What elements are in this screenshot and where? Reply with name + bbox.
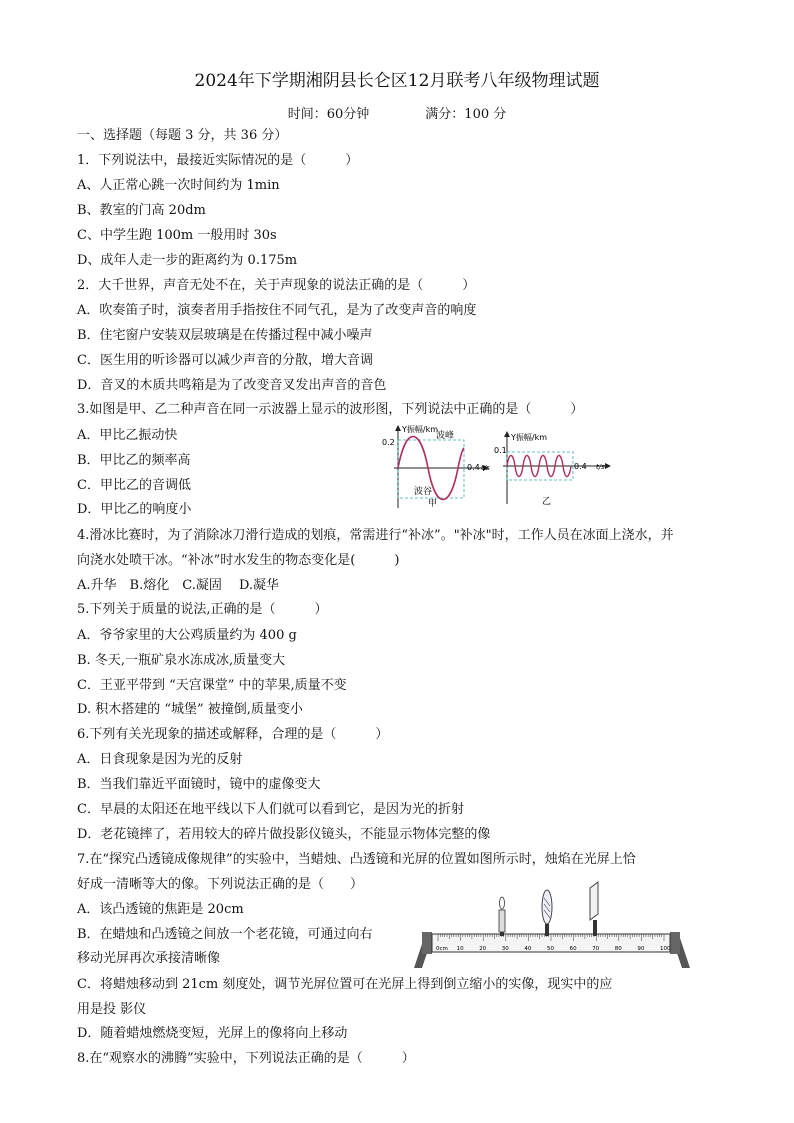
question-option: A、人正常心跳一次时间约为 1min bbox=[77, 178, 280, 193]
question-stem: 3.如图是甲、乙二种声音在同一示波器上显示的波形图，下列说法中正确的是（ ） bbox=[77, 402, 584, 417]
question-option: B．在蜡烛和凸透镜之间放一个老花镜，可通过向右 bbox=[77, 927, 373, 942]
question-stem: 6.下列有关光现象的描述或解释，合理的是（ ） bbox=[77, 727, 389, 742]
question-option: B、教室的门高 20dm bbox=[77, 203, 206, 218]
exam-time: 时间：60分钟 bbox=[287, 107, 370, 122]
question-option: A．日食现象是因为光的反射 bbox=[77, 752, 243, 767]
question-stem-cont: 好成一清晰等大的像。下列说法正确的是（ ） bbox=[77, 877, 364, 892]
jia-y-axis-label: Y振幅/km bbox=[402, 425, 439, 434]
ruler-label: 70 bbox=[592, 946, 600, 952]
question-option: B．甲比乙的频率高 bbox=[77, 453, 191, 468]
ruler-label: 50 bbox=[547, 946, 554, 952]
question-option: D．甲比乙的响度小 bbox=[77, 502, 192, 517]
page-title: 2024年下学期湘阴县长仑区12月联考八年级物理试题 bbox=[194, 71, 600, 91]
ruler-label: 20 bbox=[479, 946, 487, 952]
question-option: C．甲比乙的音调低 bbox=[77, 478, 191, 493]
question-option-cont: 用是投 影仪 bbox=[77, 1002, 147, 1017]
question-option: B．住宅窗户安装双层玻璃是在传播过程中减小噪声 bbox=[77, 328, 373, 343]
question-option: D．老花镜摔了，若用较大的碎片做投影仪镜头，不能显示物体完整的像 bbox=[77, 827, 491, 842]
optical-bench-figure bbox=[414, 880, 694, 972]
question-option: D．随着蜡烛燃烧变短，光屏上的像将向上移动 bbox=[77, 1026, 348, 1041]
question-option: B. 冬天,一瓶矿泉水冻成冰,质量变大 bbox=[77, 653, 286, 668]
question-option: D、成年人走一步的距离约为 0.175m bbox=[77, 253, 298, 268]
question-stem: 8.在“观察水的沸腾”实验中，下列说法正确的是（ ） bbox=[77, 1051, 415, 1066]
yi-caption: 乙 bbox=[542, 497, 552, 507]
convex-lens bbox=[542, 890, 552, 936]
ruler-label: 80 bbox=[614, 946, 622, 952]
question-option: C．将蜡烛移动到 21cm 刻度处，调节光屏位置可在光屏上得到倒立缩小的实像，现实中的应 bbox=[77, 977, 613, 992]
ruler-label: 10 bbox=[456, 946, 464, 952]
jia-trough-label: 波谷 bbox=[414, 487, 433, 497]
question-option: C．早晨的太阳还在地平线以下人们就可以看到它，是因为光的折射 bbox=[77, 802, 464, 817]
question-stem-cont: 向浇水处喷干冰。“补冰”时水发生的物态变化是( ) bbox=[77, 553, 400, 568]
question-option-cont: 移动光屏再次承接清晰像 bbox=[77, 951, 221, 966]
ruler-label: 60 bbox=[569, 946, 577, 952]
section-heading: 一、选择题（每题 3 分，共 36 分） bbox=[77, 128, 288, 143]
jia-peak-label: 波峰 bbox=[436, 431, 455, 441]
question-option: B．当我们靠近平面镜时，镜中的虚像变大 bbox=[77, 777, 321, 792]
yi-x-tick: 0.4 bbox=[574, 462, 587, 471]
ruler-label: 90 bbox=[637, 946, 645, 952]
question-option: C．医生用的听诊器可以减少声音的分散，增大音调 bbox=[77, 353, 373, 368]
jia-y-tick: 0.2 bbox=[382, 438, 395, 447]
waveform-jia bbox=[382, 424, 490, 509]
question-option: A．吹奏笛子时，演奏者用手指按住不同气孔，是为了改变声音的响度 bbox=[77, 303, 477, 318]
jia-caption: 甲 bbox=[428, 499, 438, 509]
question-option: A．甲比乙振动快 bbox=[77, 428, 178, 443]
question-stem: 5.下列关于质量的说法,正确的是（ ） bbox=[77, 602, 328, 617]
yi-x-axis-label: t/s bbox=[596, 463, 605, 471]
ruler-label: 30 bbox=[501, 946, 509, 952]
exam-info bbox=[0, 103, 794, 122]
question-option: A．该凸透镜的焦距是 20cm bbox=[77, 902, 244, 917]
ruler-label: 40 bbox=[524, 946, 532, 952]
question-option: A.升华 B.熔化 C.凝固 D.凝华 bbox=[77, 578, 280, 593]
question-stem: 1．下列说法中，最接近实际情况的是（ ） bbox=[77, 153, 359, 168]
jia-x-tick: 0.4 bbox=[467, 463, 480, 472]
jia-x-axis-label: t/s bbox=[481, 464, 490, 472]
waveform-figure bbox=[370, 420, 620, 520]
question-option: C、中学生跑 100m 一般用时 30s bbox=[77, 228, 277, 243]
ruler-label: 100 bbox=[660, 946, 671, 952]
question-stem: 2．大千世界，声音无处不在，关于声现象的说法正确的是（ ） bbox=[77, 278, 476, 293]
question-option: C．王亚平带到 “天宫课堂” 中的苹果,质量不变 bbox=[77, 678, 347, 693]
exam-full-marks: 满分：100 分 bbox=[425, 107, 507, 122]
candle bbox=[499, 897, 505, 936]
question-option: D．音叉的木质共鸣箱是为了改变音叉发出声音的音色 bbox=[77, 378, 387, 393]
question-stem: 7.在“探究凸透镜成像规律”的实验中，当蜡烛、凸透镜和光屏的位置如图所示时，烛焰在光屏上恰 bbox=[77, 852, 636, 867]
light-screen bbox=[590, 882, 598, 936]
yi-y-tick: 0.1 bbox=[494, 446, 507, 455]
question-option: D. 积木搭建的 “城堡” 被撞倒,质量变小 bbox=[77, 702, 303, 717]
question-option: A．爷爷家里的大公鸡质量约为 400 g bbox=[77, 628, 297, 643]
question-stem: 4.滑冰比赛时，为了消除冰刀滑行造成的划痕，常需进行“补冰”。"补冰"时，工作人员在冰面上浇水，并 bbox=[77, 528, 674, 543]
ruler-label: 0cm bbox=[436, 946, 448, 952]
waveform-yi bbox=[494, 432, 610, 507]
yi-y-axis-label: Y振幅/km bbox=[511, 433, 548, 442]
